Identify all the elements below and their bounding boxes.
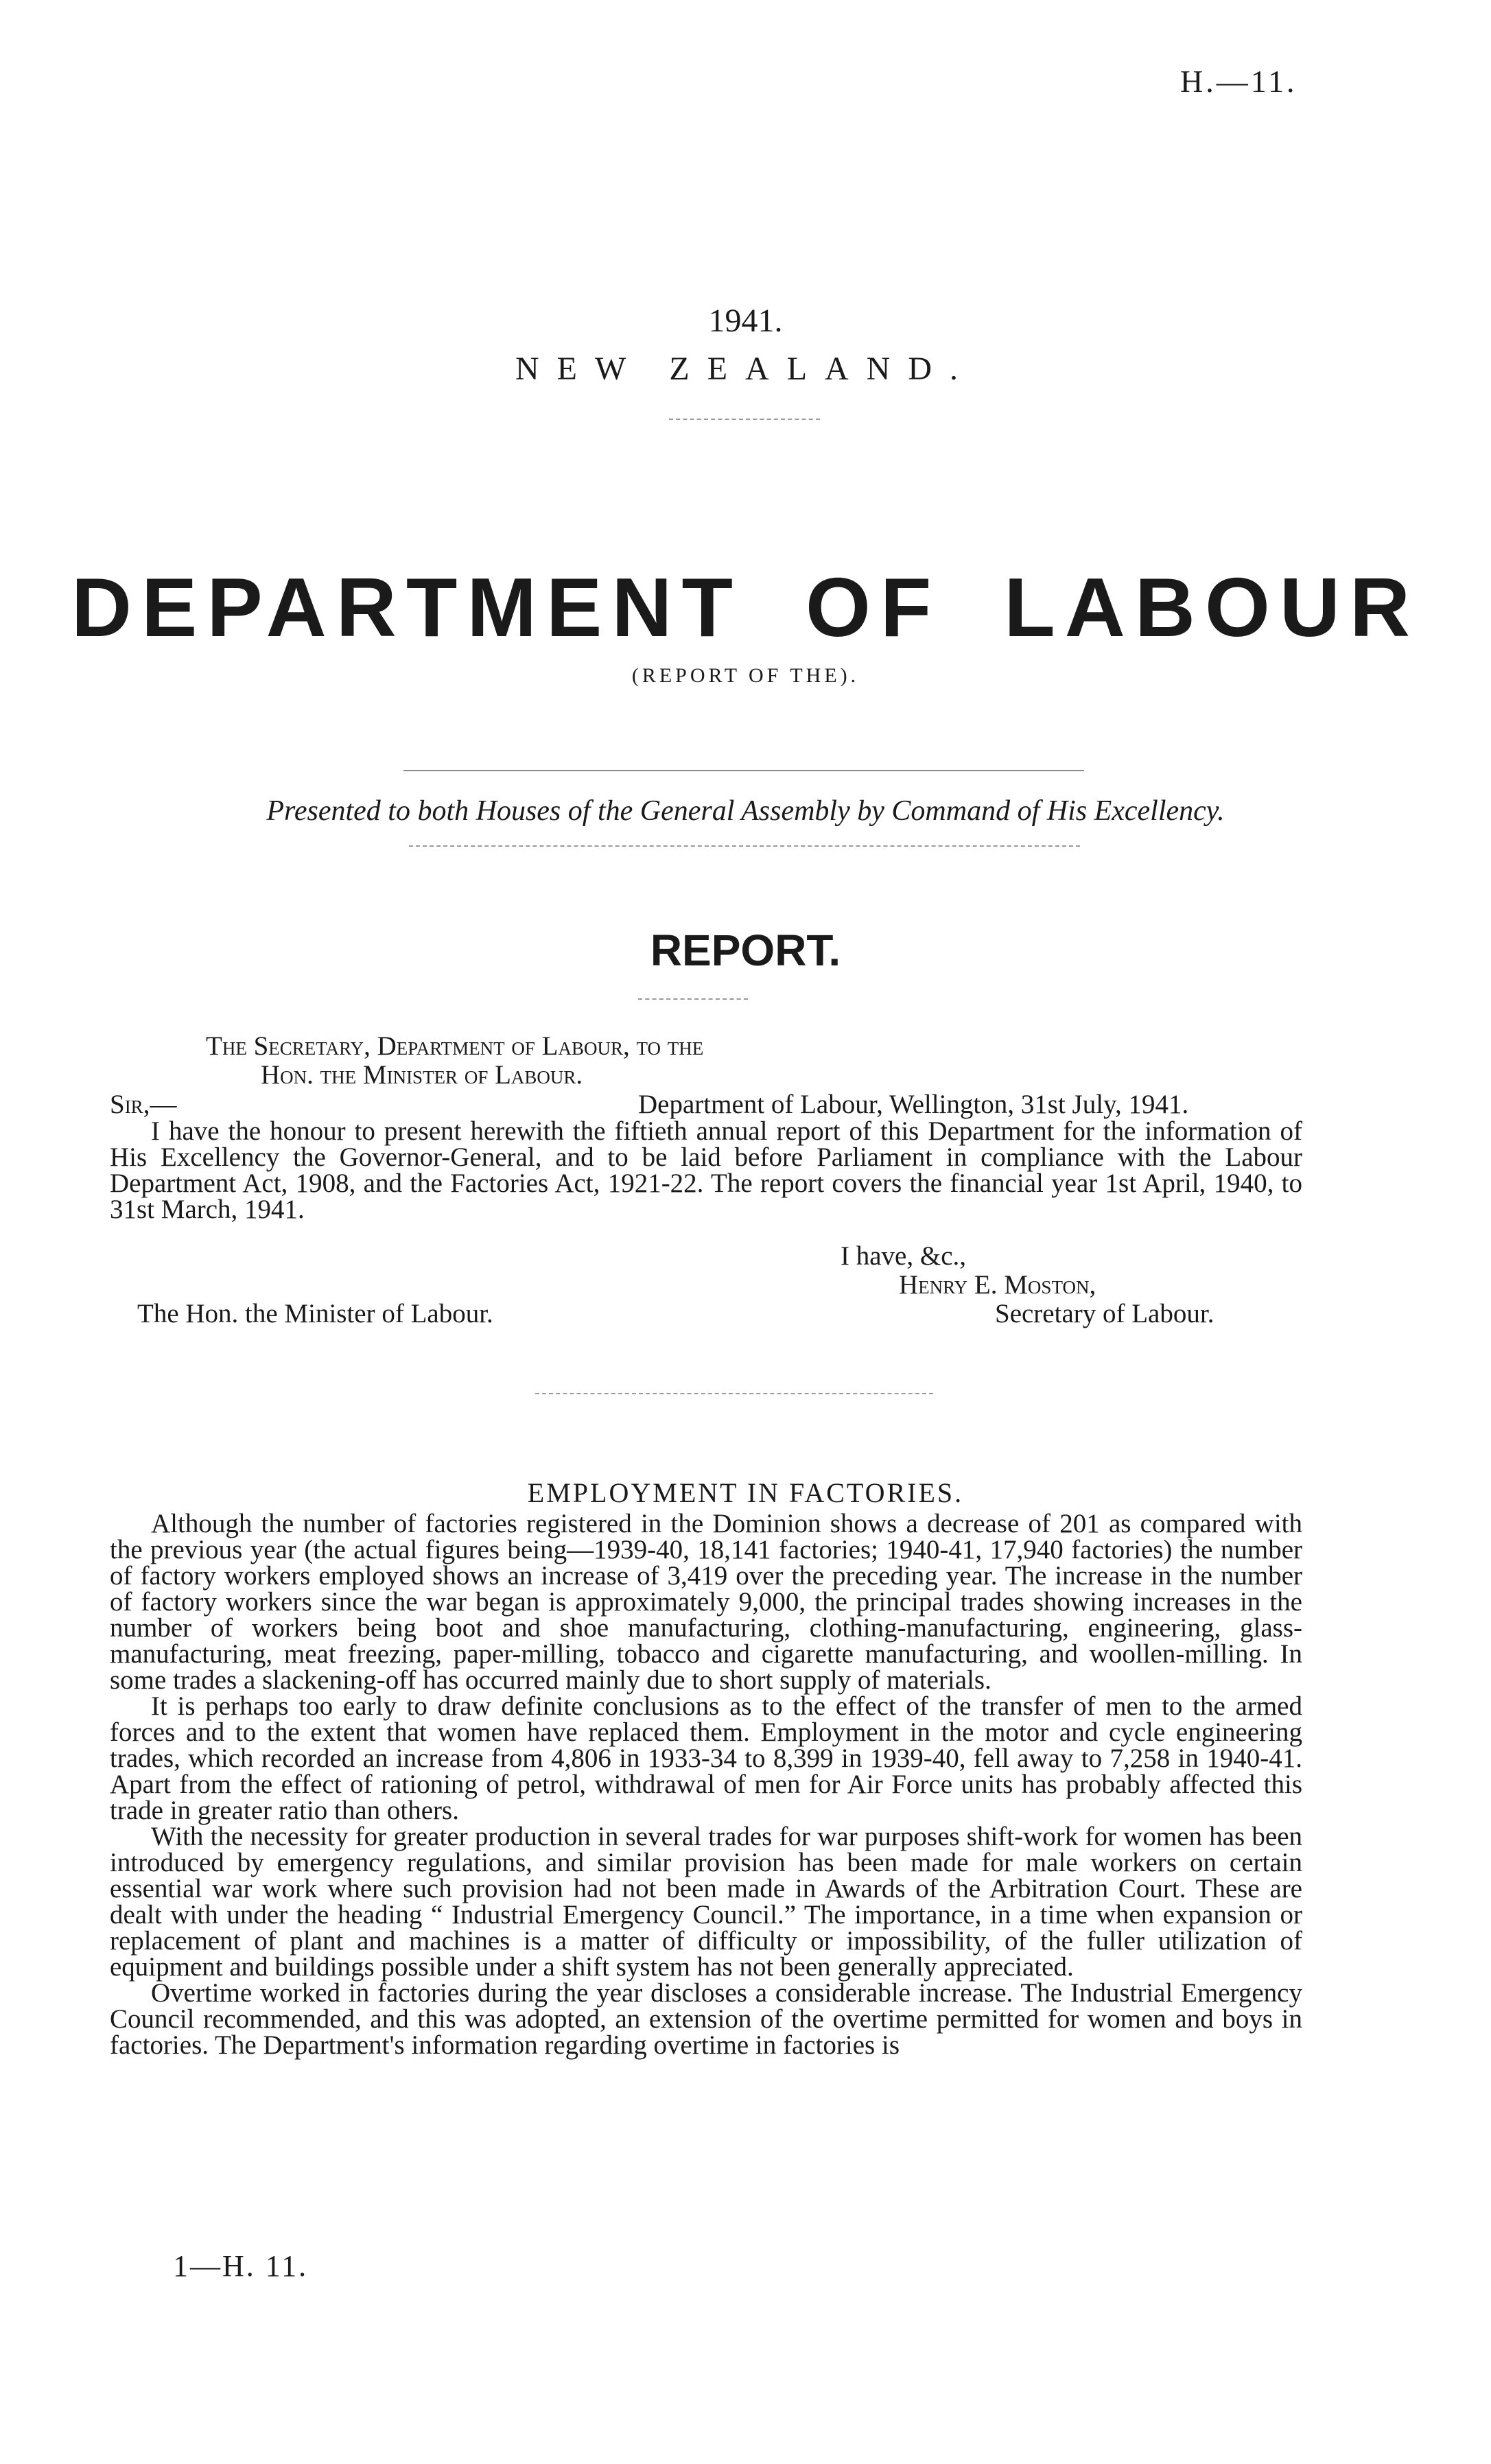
- divider: [669, 419, 820, 420]
- department-subtitle: (REPORT OF THE).: [631, 664, 860, 687]
- section-paragraph: It is perhaps too early to draw definite conclusions as to the effect of the transfer of men to the armed forces and to the extent that women have replaced them. Employment in the motor and cycle engineering trades, which recorded an increase from 4,806 in 1933-34 to 8,399 in 1939-40, fell away to 7,258 in 1940-41. Apart from the effect of rationing of petrol, withdrawal of men for Air Force units has probably affected this trade in greater ratio than others.: [110, 1691, 1302, 1825]
- recipient: The Hon. the Minister of Labour.: [137, 1299, 493, 1328]
- section-paragraph: Overtime worked in factories during the year discloses a considerable increase. The Industrial Emergency Council recommended, and this was adopted, an extension of the overtime permitted for women and boys in factories. The Department's information regarding overtime in factories is: [110, 1978, 1302, 2060]
- letter-paragraph: I have the honour to present herewith the fiftieth annual report of this Department for the information of His Excellency the Governor-General, and to be laid before Parliament in compliance with the Labour Department Act, 1908, and the Factories Act, 1921-22. The report covers the financial year 1st April, 1940, to 31st March, 1941.: [110, 1116, 1302, 1224]
- divider: [535, 1393, 933, 1394]
- presentation-note: Presented to both Houses of the General Assembly by Command of His Excellency.: [266, 795, 1225, 827]
- page-reference: H.—11.: [1180, 64, 1298, 99]
- department-title: DEPARTMENT OF LABOUR: [71, 561, 1420, 654]
- section-paragraph: With the necessity for greater production in several trades for war purposes shift-work for women has been introduced by emergency regulations, and similar provision has been made for male workers on certain essential war work where such provision had not been made in Awards of the Arbitration Court. These are dealt with under the heading “ Industrial Emergency Council.” The importance, in a time when expansion or replacement of plant and machines is a matter of difficulty or impossibility, of the fuller utilization of equipment and buildings possible under a shift system has not been generally appreciated.: [110, 1822, 1302, 1982]
- salutation: Sir,—: [110, 1090, 177, 1119]
- report-heading: REPORT.: [650, 926, 841, 975]
- address-line: Hon. the Minister of Labour.: [261, 1060, 583, 1090]
- signature-title: Secretary of Labour.: [995, 1299, 1214, 1328]
- address-line: The Secretary, Department of Labour, to the: [206, 1031, 704, 1061]
- signature-mark: 1—H. 11.: [173, 2249, 309, 2283]
- closing: I have, &c.,: [841, 1241, 967, 1271]
- section-paragraph: Although the number of factories registered in the Dominion shows a decrease of 201 as compared with the previous year (the actual figures being—1939-40, 18,141 factories; 1940-41, 17,940 factories) the number of factory workers employed shows an increase of 3,419 over the preceding year. The increase in the number of factory workers since the war began is approximately 9,000, the principal trades showing increases in the number of workers being boot and shoe manufacturing, clothing-manufacturing, engineering, glass-manufacturing, meat freezing, paper-milling, tobacco and cigarette manufacturing, and woollen-milling. In some trades a slackening-off has occurred mainly due to short supply of materials.: [110, 1509, 1302, 1695]
- section-heading: EMPLOYMENT IN FACTORIES.: [527, 1477, 964, 1508]
- divider: [409, 845, 1080, 847]
- divider: [403, 770, 1084, 771]
- section-body: [110, 1511, 1302, 2058]
- divider: [638, 998, 748, 1000]
- dateline: Department of Labour, Wellington, 31st July, 1941.: [638, 1090, 1189, 1119]
- letter-body: [110, 1118, 1302, 1223]
- signature-name: Henry E. Moston,: [899, 1270, 1096, 1300]
- country-heading: NEW ZEALAND.: [515, 351, 976, 387]
- publication-year: 1941.: [708, 303, 783, 339]
